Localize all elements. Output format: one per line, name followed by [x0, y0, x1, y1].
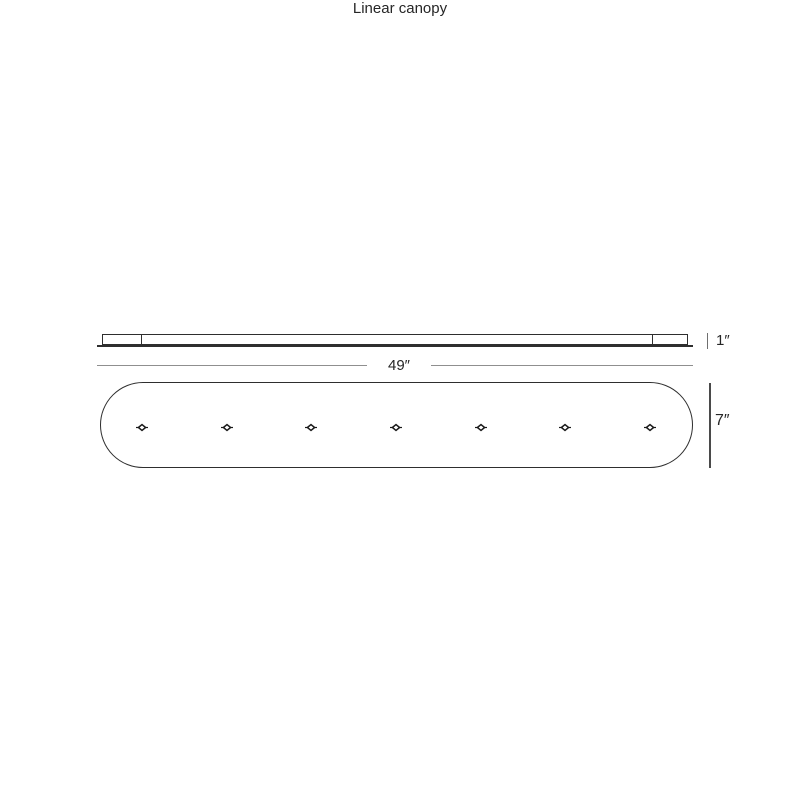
- mounting-hole-icon: [390, 423, 402, 432]
- mounting-hole-icon: [136, 423, 148, 432]
- thickness-dimension-tick: [707, 333, 708, 349]
- diagram-title: Linear canopy: [352, 0, 448, 17]
- depth-dimension-line: [709, 383, 711, 468]
- mounting-hole-icon: [559, 423, 571, 432]
- mounting-points-row: [136, 422, 656, 432]
- depth-dimension-label: 7″: [715, 412, 730, 429]
- canopy-side-view: [102, 334, 688, 345]
- thickness-dimension-label: 1″: [716, 332, 730, 349]
- mounting-hole-icon: [644, 423, 656, 432]
- mounting-hole-icon: [305, 423, 317, 432]
- mounting-hole-icon: [475, 423, 487, 432]
- mounting-hole-icon: [221, 423, 233, 432]
- side-view-right-endcap-line: [652, 335, 653, 344]
- canopy-side-view-baseline: [97, 345, 693, 347]
- width-dimension-label: 49″: [367, 357, 431, 374]
- side-view-left-endcap-line: [141, 335, 142, 344]
